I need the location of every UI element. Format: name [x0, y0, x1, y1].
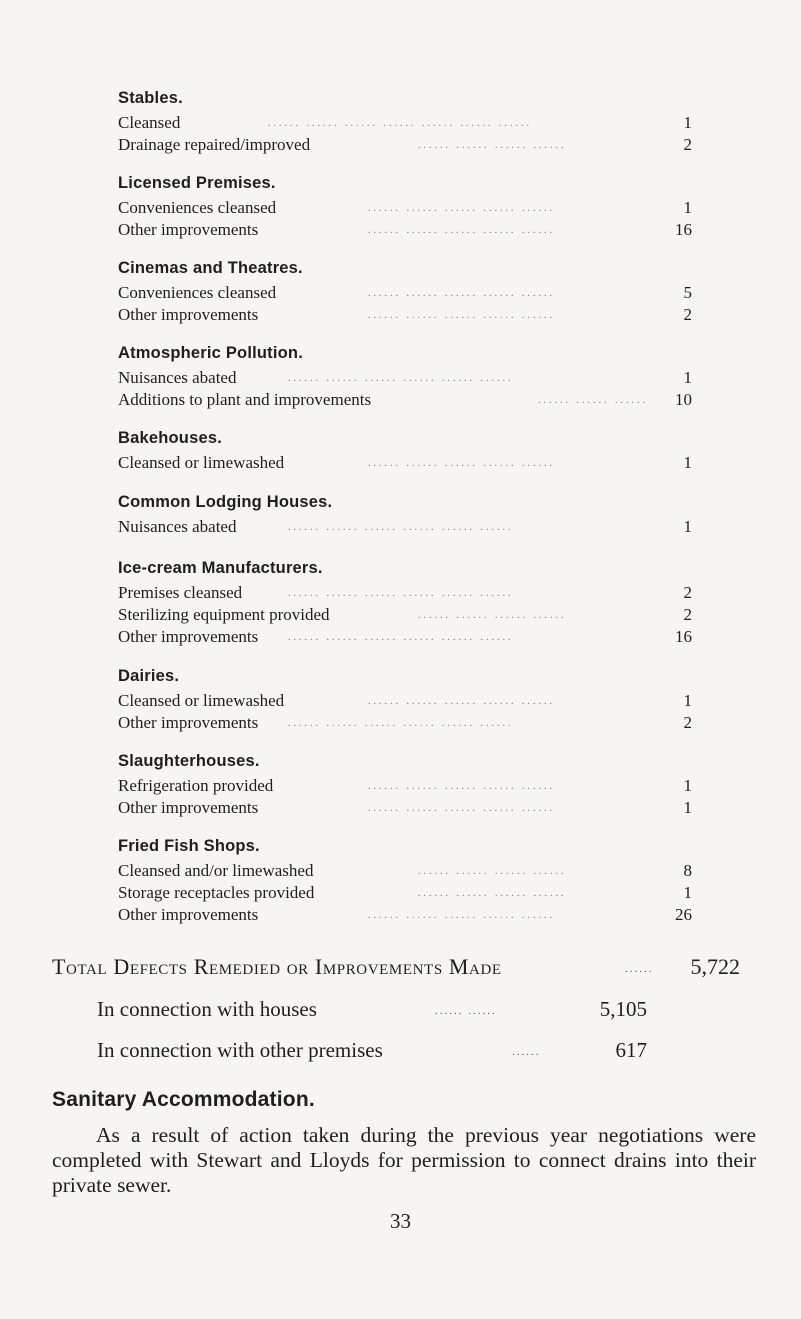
item-label: Nuisances abated — [118, 517, 237, 536]
list-item — [118, 452, 692, 474]
dot-leader: ...... ...... ...... ...... ...... — [368, 288, 555, 299]
section-heading: Licensed Premises. — [118, 174, 276, 192]
section-cinemas-theatres — [118, 256, 692, 326]
houses-label: In connection with houses — [97, 997, 317, 1021]
item-label: Other improvements — [118, 798, 259, 817]
dot-leader: ...... ...... ...... ...... ...... ...... — [288, 373, 514, 384]
item-label: Nuisances abated — [118, 368, 237, 387]
total-label: Total Defects Remedied or Improvements Made — [52, 954, 502, 979]
other-premises-label: In connection with other premises — [97, 1038, 383, 1062]
item-value: 1 — [683, 798, 692, 817]
item-label: Other improvements — [118, 305, 259, 324]
item-value: 1 — [683, 453, 692, 472]
section-heading: Common Lodging Houses. — [118, 493, 333, 511]
list-item — [118, 626, 692, 648]
page-number: 33 — [390, 1209, 411, 1233]
dot-leader: ...... ...... — [435, 1005, 497, 1017]
dot-leader: ...... ...... ...... ...... — [418, 888, 567, 899]
section-heading: Cinemas and Theatres. — [118, 259, 303, 277]
item-label: Additions to plant and improvements — [118, 390, 372, 409]
other-premises-value: 617 — [615, 1038, 647, 1062]
item-label: Cleansed or limewashed — [118, 691, 285, 710]
item-label: Other improvements — [118, 220, 259, 239]
section-bakehouses — [118, 426, 692, 474]
dot-leader: ...... ...... ...... ...... ...... — [368, 696, 555, 707]
list-item — [118, 604, 692, 626]
section-heading: Ice-cream Manufacturers. — [118, 559, 323, 577]
dot-leader: ...... ...... ...... ...... ...... — [368, 458, 555, 469]
item-label: Cleansed and/or limewashed — [118, 861, 314, 880]
item-value: 2 — [683, 583, 692, 602]
houses-value: 5,105 — [599, 997, 647, 1021]
item-label: Premises cleansed — [118, 583, 243, 602]
list-item — [118, 219, 692, 241]
dot-leader: ...... ...... ...... ...... — [418, 610, 567, 621]
section-heading: Slaughterhouses. — [118, 752, 260, 770]
item-label: Storage receptacles provided — [118, 883, 315, 902]
item-label: Other improvements — [118, 627, 259, 646]
item-value: 8 — [683, 861, 692, 880]
item-label: Cleansed or limewashed — [118, 453, 285, 472]
list-item — [118, 304, 692, 326]
list-item — [118, 516, 692, 538]
houses-line — [97, 994, 647, 1024]
total-defects-line — [52, 952, 740, 982]
section-heading: Fried Fish Shops. — [118, 837, 260, 855]
item-value: 5 — [683, 283, 692, 302]
item-label: Other improvements — [118, 713, 259, 732]
dot-leader: ...... ...... ...... ...... ...... — [368, 781, 555, 792]
item-label: Conveniences cleansed — [118, 198, 277, 217]
section-heading: Dairies. — [118, 667, 180, 685]
list-item — [118, 690, 692, 712]
list-item — [118, 134, 692, 156]
list-item — [118, 282, 692, 304]
dot-leader: ...... — [512, 1046, 541, 1058]
list-item — [118, 197, 692, 219]
item-label: Conveniences cleansed — [118, 283, 277, 302]
item-value: 1 — [683, 883, 692, 902]
item-value: 1 — [683, 691, 692, 710]
item-value: 2 — [683, 305, 692, 324]
item-label: Other improvements — [118, 905, 259, 924]
list-item — [118, 389, 692, 411]
item-value: 2 — [683, 135, 692, 154]
section-stables — [118, 86, 692, 156]
section-slaughterhouses — [118, 749, 692, 819]
sanitary-heading: Sanitary Accommodation. — [52, 1088, 315, 1111]
list-item — [118, 904, 692, 926]
dot-leader: ...... ...... ...... ...... ...... — [368, 910, 555, 921]
section-dairies — [118, 664, 692, 734]
section-ice-cream-manufacturers — [118, 556, 692, 648]
item-value: 16 — [675, 220, 692, 239]
dot-leader: ...... ...... ...... ...... ...... — [368, 203, 555, 214]
item-value: 16 — [675, 627, 692, 646]
dot-leader: ...... ...... ...... — [538, 395, 648, 406]
dot-leader: ...... ...... ...... ...... ...... ...... — [288, 522, 514, 533]
item-value: 1 — [683, 113, 692, 132]
sanitary-paragraph: As a result of action taken during the previous year negotiations were completed with Stewart and Lloyds for permission to connect drains into their private sewer. — [52, 1123, 756, 1197]
total-value: 5,722 — [690, 954, 740, 979]
section-common-lodging-houses — [118, 490, 692, 538]
section-heading: Atmospheric Pollution. — [118, 344, 303, 362]
item-label: Sterilizing equipment provided — [118, 605, 330, 624]
dot-leader: ...... ...... ...... ...... ...... — [368, 310, 555, 321]
dot-leader: ...... ...... ...... ...... ...... ...... — [288, 588, 514, 599]
list-item — [118, 882, 692, 904]
item-value: 10 — [675, 390, 692, 409]
item-value: 1 — [683, 776, 692, 795]
dot-leader: ...... ...... ...... ...... — [418, 140, 567, 151]
item-label: Refrigeration provided — [118, 776, 274, 795]
dot-leader: ...... ...... ...... ...... ...... ...... ...... — [268, 118, 532, 129]
list-item — [118, 797, 692, 819]
item-value: 1 — [683, 368, 692, 387]
section-heading: Stables. — [118, 89, 183, 107]
list-item — [118, 775, 692, 797]
list-item — [118, 860, 692, 882]
section-heading: Bakehouses. — [118, 429, 222, 447]
list-item — [118, 582, 692, 604]
item-value: 26 — [675, 905, 692, 924]
dot-leader: ...... ...... ...... ...... ...... ...... — [288, 718, 514, 729]
list-item — [118, 112, 692, 134]
list-item — [118, 367, 692, 389]
item-value: 2 — [683, 713, 692, 732]
section-licensed-premises — [118, 171, 692, 241]
item-value: 2 — [683, 605, 692, 624]
section-fried-fish-shops — [118, 834, 692, 926]
dot-leader: ...... ...... ...... ...... ...... — [368, 803, 555, 814]
item-value: 1 — [683, 517, 692, 536]
item-value: 1 — [683, 198, 692, 217]
item-label: Cleansed — [118, 113, 181, 132]
item-label: Drainage repaired/improved — [118, 135, 311, 154]
other-premises-line — [97, 1035, 647, 1065]
list-item — [118, 712, 692, 734]
dot-leader: ...... — [625, 963, 654, 975]
dot-leader: ...... ...... ...... ...... ...... ...... — [288, 632, 514, 643]
section-atmospheric-pollution — [118, 341, 692, 411]
dot-leader: ...... ...... ...... ...... ...... — [368, 225, 555, 236]
dot-leader: ...... ...... ...... ...... — [418, 866, 567, 877]
